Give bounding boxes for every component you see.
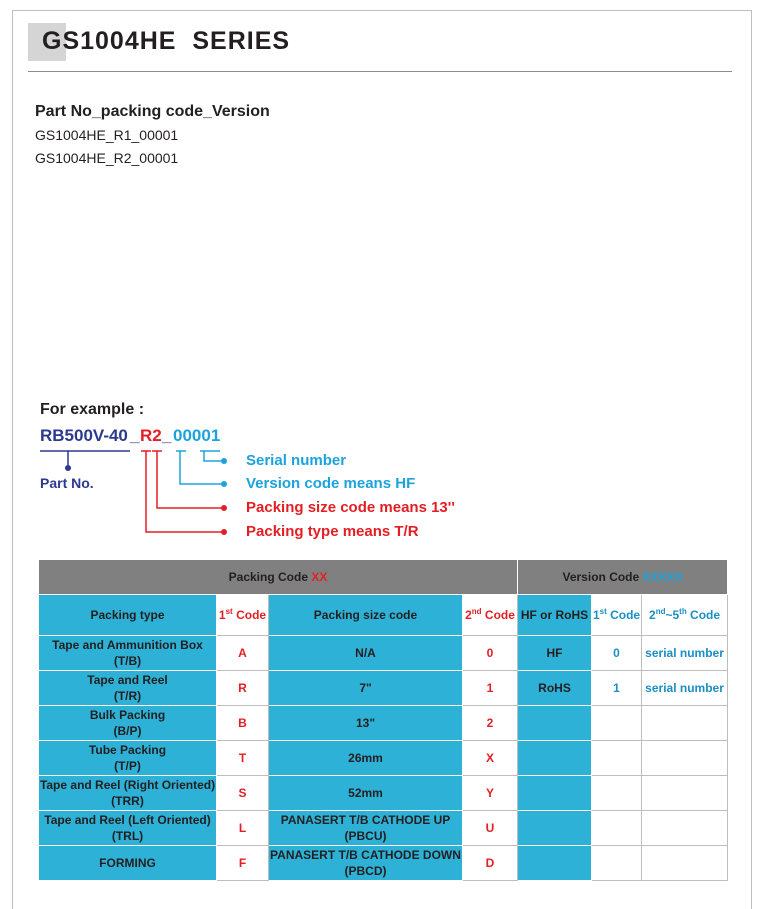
cell-second-code: 2 [463,706,518,741]
page-title: GS1004HE SERIES [42,27,291,55]
cell-packing-size: PANASERT T/B CATHODE UP (PBCU) [269,811,463,846]
col-first-code: 1st Code [217,595,269,636]
cell-packing-size: 13" [269,706,463,741]
col-version-first-code: 1st Code [592,595,642,636]
cell-version-first [592,811,642,846]
cell-first-code: B [217,706,269,741]
cell-second-code: D [463,846,518,881]
part-number-item: GS1004HE_R1_00001 [35,127,179,143]
cell-version-first [592,846,642,881]
cell-packing-size: PANASERT T/B CATHODE DOWN (PBCD) [269,846,463,881]
cell-packing-size: 52mm [269,776,463,811]
cell-version-serial [642,811,728,846]
table-row [39,776,728,811]
example-packing-code: R2 [140,426,162,445]
table-header-row [39,595,728,636]
cell-version-serial [642,741,728,776]
legend-serial-number: Serial number [246,452,347,469]
cell-packing-type: Tape and Reel (Right Oriented) (TRR) [39,776,217,811]
cell-version-serial: serial number [642,671,728,706]
cell-version-first: 0 [592,636,642,671]
col-version-range-code: 2nd~5th Code [642,595,728,636]
col-hf-rohs: HF or RoHS [518,595,592,636]
cell-packing-type: FORMING [39,846,217,881]
cell-hf-rohs: HF [518,636,592,671]
cell-second-code: U [463,811,518,846]
cell-packing-type: Bulk Packing (B/P) [39,706,217,741]
col-packing-size: Packing size code [269,595,463,636]
cell-packing-size: 7" [269,671,463,706]
cell-second-code: X [463,741,518,776]
part-number-item: GS1004HE_R2_00001 [35,150,179,166]
cell-packing-type: Tape and Reel (Left Oriented) (TRL) [39,811,217,846]
table-row [39,811,728,846]
cell-version-serial [642,706,728,741]
cell-packing-size: 26mm [269,741,463,776]
table-row [39,636,728,671]
cell-version-first [592,776,642,811]
legend-packing-size: Packing size code means 13'' [246,499,455,516]
part-number-heading: Part No_packing code_Version [35,103,270,120]
cell-hf-rohs [518,741,592,776]
cell-first-code: R [217,671,269,706]
cell-packing-type: Tube Packing (T/P) [39,741,217,776]
col-packing-type: Packing type [39,595,217,636]
cell-second-code: 1 [463,671,518,706]
table-row [39,671,728,706]
table-row [39,741,728,776]
cell-first-code: F [217,846,269,881]
cell-second-code: Y [463,776,518,811]
cell-version-serial: serial number [642,636,728,671]
cell-hf-rohs [518,811,592,846]
cell-hf-rohs [518,706,592,741]
table-row [39,846,728,881]
cell-packing-size: N/A [269,636,463,671]
cell-hf-rohs [518,846,592,881]
example-part: RB500V-40 [40,426,128,445]
cell-version-serial [642,776,728,811]
table-body [39,636,728,881]
example-version-code: 00001 [173,426,221,445]
cell-version-first: 1 [592,671,642,706]
packing-code-title: Packing Code XX [39,560,518,595]
legend-packing-type: Packing type means T/R [246,523,419,540]
cell-packing-type: Tape and Ammunition Box (T/B) [39,636,217,671]
cell-version-serial [642,846,728,881]
cell-hf-rohs [518,776,592,811]
packing-code-table [38,559,728,881]
cell-hf-rohs: RoHS [518,671,592,706]
cell-second-code: 0 [463,636,518,671]
example-sep: _ [162,426,172,445]
cell-first-code: L [217,811,269,846]
cell-packing-type: Tape and Reel (T/R) [39,671,217,706]
cell-version-first [592,706,642,741]
cell-version-first [592,741,642,776]
table-title-row [39,560,728,595]
cell-first-code: S [217,776,269,811]
example-label: For example : [40,401,145,418]
cell-first-code: A [217,636,269,671]
cell-first-code: T [217,741,269,776]
part-no-label: Part No. [40,475,94,491]
example-sep: _ [130,426,140,445]
col-second-code: 2nd Code [463,595,518,636]
table-row [39,706,728,741]
version-code-title: Version Code XXXXX [518,560,728,595]
legend-version-code: Version code means HF [246,475,416,492]
